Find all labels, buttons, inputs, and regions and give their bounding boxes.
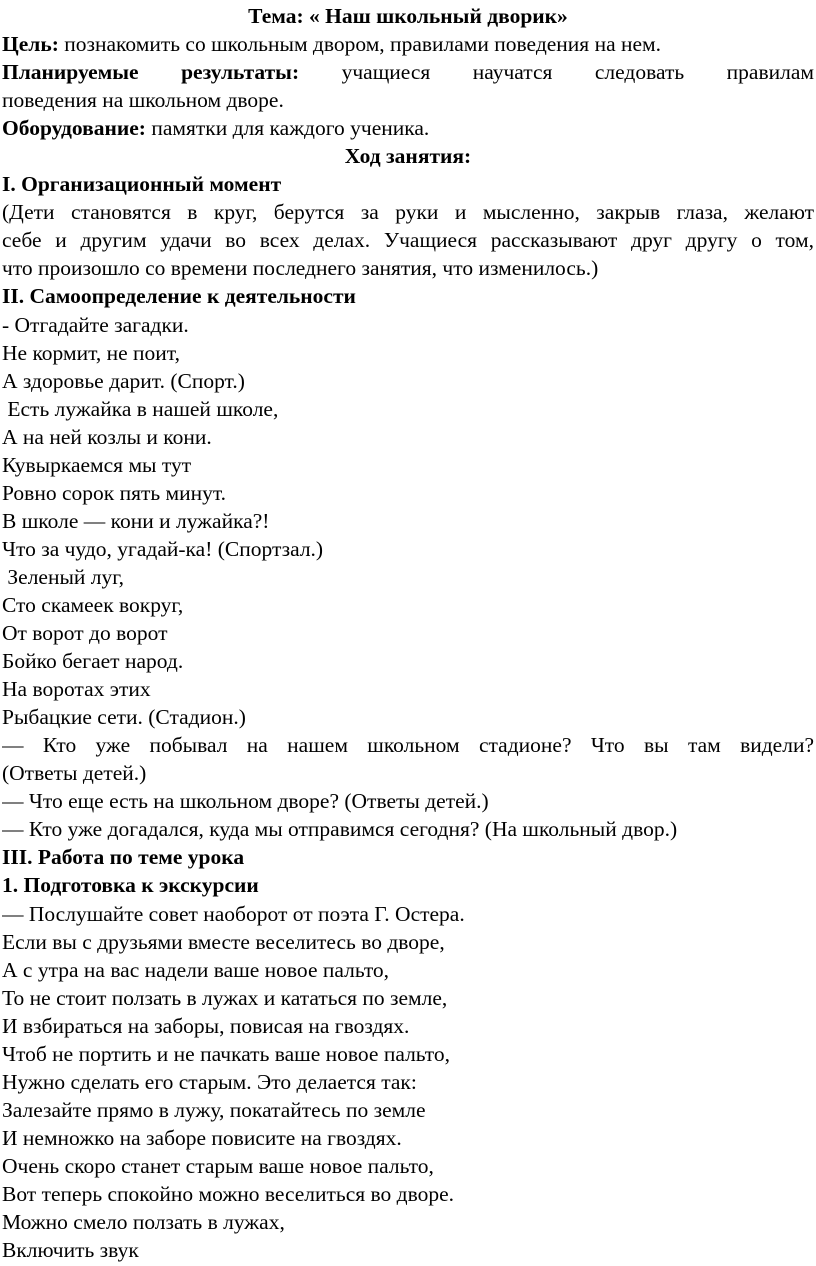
- poem-line: — Послушайте совет наоборот от поэта Г. Остера.: [2, 901, 465, 926]
- riddle-line: Ровно сорок пять минут.: [2, 480, 227, 505]
- results-paragraph-line1: [2, 58, 814, 86]
- results-paragraph-line2: [2, 86, 814, 114]
- riddle-line: Бойко бегает народ.: [2, 649, 184, 674]
- dialogue-line: — Что еще есть на школьном дворе? (Ответы детей.): [2, 789, 489, 814]
- riddle-line: Не кормит, не поит,: [2, 340, 180, 365]
- goal-text: познакомить со школьным двором, правилами поведения на нем.: [58, 32, 662, 57]
- equipment-text: памятки для каждого ученика.: [145, 116, 430, 141]
- section1-line: что произошло со времени последнего занятия, что изменилось.): [2, 256, 599, 281]
- poem-line: Если вы с друзьями вместе веселитесь во дворе,: [2, 929, 445, 954]
- poem-line: А с утра на вас надели ваше новое пальто,: [2, 957, 390, 982]
- equipment-label: Оборудование:: [2, 116, 146, 141]
- poem-line: Залезайте прямо в лужу, покатайтесь по земле: [2, 1097, 426, 1122]
- poem-line: То не стоит ползать в лужах и кататься по земле,: [2, 985, 448, 1010]
- poem-line: Вот теперь спокойно можно веселиться во дворе.: [2, 1181, 455, 1206]
- riddle-line: Есть лужайка в нашей школе,: [2, 396, 279, 421]
- results-text-1: учащиеся научатся следовать правилам: [299, 60, 814, 85]
- section3-heading: III. Работа по теме урока: [2, 845, 245, 870]
- poem-line: Очень скоро станет старым ваше новое пальто,: [2, 1153, 434, 1178]
- goal-label: Цель:: [2, 32, 59, 57]
- enable-sound-text: Включить звук: [2, 1238, 139, 1263]
- riddle-line: Что за чудо, угадай-ка! (Спортзал.): [2, 536, 324, 561]
- section3-subheading: 1. Подготовка к экскурсии: [2, 873, 259, 898]
- dialogue-line: — Кто уже догадался, куда мы отправимся сегодня? (На школьный двор.): [2, 817, 678, 842]
- section1-line: (Дети становятся в круг, берутся за руки и мысленно, закрыв глаза, желают: [2, 200, 814, 225]
- section1-line: себе и другим удачи во всех делах. Учащиеся рассказывают друг другу о том,: [2, 228, 814, 253]
- section1-heading: I. Организационный момент: [2, 172, 282, 197]
- poem-line: И немножко на заборе повисите на гвоздях.: [2, 1125, 402, 1150]
- section2-heading: II. Самоопределение к деятельности: [2, 284, 356, 309]
- dialogue-line: (Ответы детей.): [2, 761, 147, 786]
- equipment-paragraph: [2, 114, 814, 142]
- poem-line: И взбираться на заборы, повисая на гвоздях.: [2, 1013, 410, 1038]
- dialogue-line: — Кто уже побывал на нашем школьном стадионе? Что вы там видели?: [2, 733, 814, 758]
- riddle-line: От ворот до ворот: [2, 621, 168, 646]
- riddle-line: А здоровье дарит. (Спорт.): [2, 368, 245, 393]
- poem-line: Нужно сделать его старым. Это делается так:: [2, 1069, 417, 1094]
- lesson-heading: Ход занятия:: [344, 144, 472, 169]
- document-page: [2, 2, 814, 1264]
- riddle-line: Зеленый луг,: [2, 564, 125, 589]
- riddle-line: Кувыркаемся мы тут: [2, 452, 192, 477]
- riddle-line: Рыбацкие сети. (Стадион.): [2, 705, 246, 730]
- results-label: Планируемые результаты:: [2, 60, 300, 85]
- poem-line: Чтоб не портить и не пачкать ваше новое пальто,: [2, 1041, 451, 1066]
- results-text-2: поведения на школьном дворе.: [2, 88, 284, 113]
- riddle-line: На воротах этих: [2, 677, 151, 702]
- riddle-line: А на ней козлы и кони.: [2, 424, 212, 449]
- riddle-line: - Отгадайте загадки.: [2, 312, 189, 337]
- document-title: Тема: « Наш школьный дворик»: [248, 4, 568, 28]
- riddle-line: Сто скамеек вокруг,: [2, 592, 184, 617]
- riddle-line: В школе — кони и лужайка?!: [2, 508, 270, 533]
- goal-paragraph: [2, 30, 814, 58]
- poem-line: Можно смело ползать в лужах,: [2, 1210, 285, 1235]
